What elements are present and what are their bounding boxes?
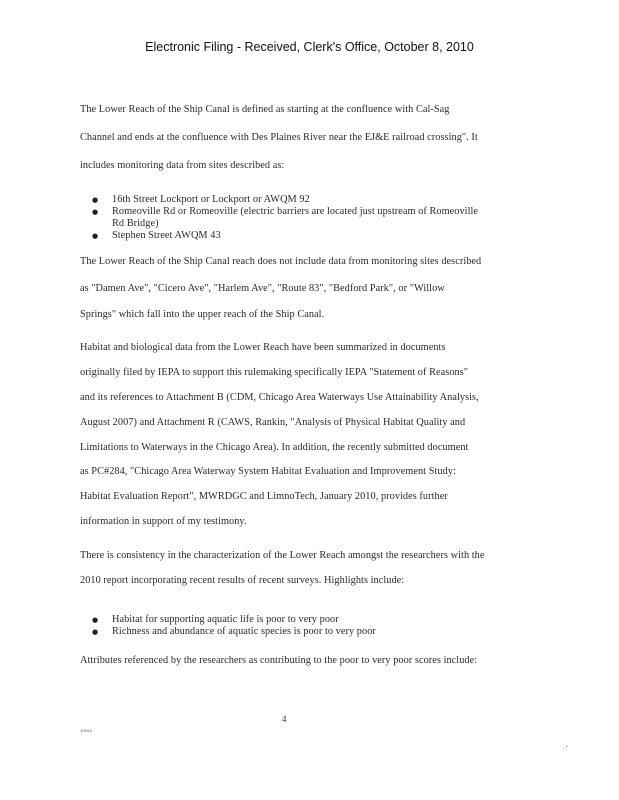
page-header: Electronic Filing - Received, Clerk's Office, October 8, 2010 (145, 40, 474, 54)
page-number: 4 (282, 714, 287, 724)
list-item: 16th Street Lockport or Lockport or AWQM 92 (112, 194, 310, 205)
paragraph-2-line-3: Springs" which fall into the upper reach of the Ship Canal. (80, 309, 325, 320)
bullet-icon: ● (92, 196, 99, 204)
list-item: Romeoville Rd or Romeoville (electric barriers are located just upstream of Romeoville (112, 206, 479, 217)
paragraph-1-line-3: includes monitoring data from sites described as: (80, 160, 285, 171)
paragraph-4-line-1: There is consistency in the characterization of the Lower Reach amongst the researchers with the (80, 550, 485, 561)
list-item: Stephen Street AWQM 43 (112, 230, 221, 241)
paragraph-5-line-1: Attributes referenced by the researchers as contributing to the poor to very poor scores include: (80, 655, 478, 666)
paragraph-1-line-1: The Lower Reach of the Ship Canal is defined as starting at the confluence with Cal-Sag (80, 104, 450, 115)
paragraph-3-line-1: Habitat and biological data from the Lower Reach have been summarized in documents (80, 342, 446, 353)
list-item: Richness and abundance of aquatic species is poor to very poor (112, 626, 376, 637)
paragraph-3-line-7: Habitat Evaluation Report", MWRDGC and LimnoTech, January 2010, provides further (80, 491, 448, 502)
paragraph-2-line-2: as "Damen Ave", "Cicero Ave", "Harlem Ave", "Route 83", "Bedford Park", or "Willow (80, 283, 445, 294)
scan-speck (566, 746, 567, 747)
paragraph-3-line-4: August 2007) and Attachment R (CAWS, Rankin, "Analysis of Physical Habitat Quality and (80, 417, 466, 428)
list-item: Habitat for supporting aquatic life is poor to very poor (112, 614, 339, 625)
paragraph-3-line-2: originally filed by IEPA to support this rulemaking specifically IEPA "Statement of Reasons" (80, 367, 469, 378)
paragraph-1-line-2: Channel and ends at the confluence with Des Plaines River near the EJ&E railroad crossing". It (80, 132, 478, 143)
list-item-continuation: Rd Bridge) (112, 218, 159, 229)
paragraph-3-line-6: as PC#284, "Chicago Area Waterway System Habitat Evaluation and Improvement Study: (80, 466, 456, 477)
footer-label: 1/2010 (80, 728, 93, 733)
bullet-icon: ● (92, 232, 99, 240)
paragraph-3-line-3: and its references to Attachment B (CDM, Chicago Area Waterways Use Attainability Analysis, (80, 392, 479, 403)
bullet-icon: ● (92, 616, 99, 624)
paragraph-2-line-1: The Lower Reach of the Ship Canal reach does not include data from monitoring sites described (80, 256, 482, 267)
paragraph-3-line-8: information in support of my testimony. (80, 516, 247, 527)
paragraph-3-line-5: Limitations to Waterways in the Chicago Area). In addition, the recently submitted document (80, 442, 469, 453)
bullet-icon: ● (92, 628, 99, 636)
bullet-icon: ● (92, 208, 99, 216)
paragraph-4-line-2: 2010 report incorporating recent results of recent surveys. Highlights include: (80, 575, 405, 586)
